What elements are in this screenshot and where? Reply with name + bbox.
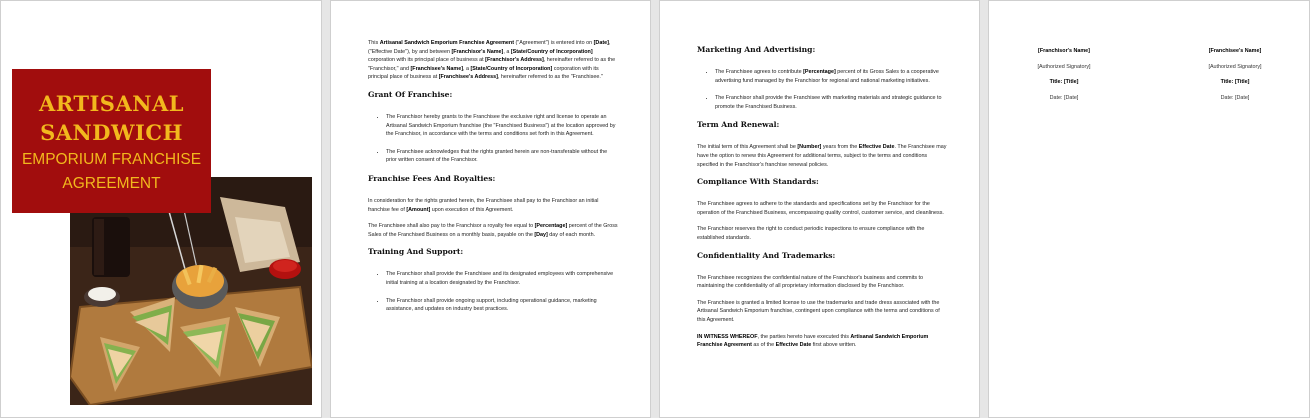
training-heading: Training And Support: — [368, 247, 464, 257]
franchisee-signature-block — [1180, 47, 1290, 109]
franchisee-name: [Franchisee's Name] — [1208, 48, 1262, 54]
page-3-content — [697, 41, 947, 358]
list-item: • The Franchisor shall provide ongoing support, including operational guidance, marketing assistance, and updates on industry best practices. — [386, 297, 618, 314]
cover-title-line1: ARTISANAL — [38, 91, 185, 116]
franchisor-title: Title: [Title] — [1049, 79, 1079, 85]
franchisor-signature-block — [1009, 47, 1119, 109]
franchisor-signatory: [Authorized Signatory] — [1037, 63, 1091, 70]
cover-page — [0, 0, 322, 418]
confidentiality-paragraph-2: The Franchisee is granted a limited license to use the trademarks and trade dress associated with the Artisanal Sandwich Emporium franchise, contingent upon compliance with the terms and conditions of this Agreement. — [697, 299, 940, 323]
signature-page — [988, 0, 1310, 418]
agreement-page-3 — [659, 0, 980, 418]
page-2-content — [368, 39, 618, 323]
agreement-page-2 — [330, 0, 651, 418]
franchisor-name: [Franchisor's Name] — [1038, 48, 1090, 54]
franchisee-title: Title: [Title] — [1220, 79, 1250, 85]
fees-paragraph-1: In consideration for the rights granted herein, the Franchisee shall pay to the Franchisor an initial franchise fee of [Amount] upon execution of this Agreement. — [368, 197, 599, 213]
marketing-list — [707, 68, 947, 111]
compliance-paragraph-1: The Franchisee agrees to adhere to the standards and specifications set by the Franchisor for the operation of the Franchised Business, encompassing quality control, customer service, and cleanliness. — [697, 201, 944, 216]
list-item: • The Franchisor shall provide the Franchisee and its designated employees with comprehensive initial training at a location designated by the Franchisor. — [386, 270, 618, 287]
term-heading: Term And Renewal: — [697, 120, 780, 130]
intro-paragraph: This Artisanal Sandwich Emporium Franchise Agreement ("Agreement") is entered into on [Date], ("Effective Date"), by and between [Franchisor's Name], a [State/Country of Incorporation] corporation with its principal place of business at [Franchisor's Address], hereinafter referred to as the "Franchisor," and [Franchisee's Name], a [State/Country of Incorporation] corporation with its principal place of business at [Franchisee's Address], hereinafter referred to as the "Franchisee." — [368, 40, 616, 81]
list-item: • The Franchisor hereby grants to the Franchisee the exclusive right and license to operate an Artisanal Sandwich Emporium franchise (the "Franchised Business") at the location approved by the Franchisor, in accordance with the terms and conditions set forth in this Agreement. — [386, 113, 618, 139]
grant-list — [378, 113, 618, 165]
term-paragraph: The initial term of this Agreement shall be [Number] years from the Effective Date. The Franchisee may have the option to renew this Agreement for additional terms, subject to the terms and conditions specified in the Franchisor's franchise renewal policies. — [697, 144, 947, 168]
witness-paragraph: IN WITNESS WHEREOF, the parties hereto have executed this Artisanal Sandwich Emporium Franchise Agreement as of the Effective Date first above written. — [697, 333, 929, 349]
cover-title-line2: SANDWICH — [40, 120, 183, 145]
list-item: • The Franchisee acknowledges that the rights granted herein are non-transferable without the prior written consent of the Franchisor. — [386, 148, 618, 165]
franchisor-date: Date: [Date] — [1049, 94, 1079, 101]
cover-title-box — [12, 69, 211, 213]
marketing-heading: Marketing And Advertising: — [697, 45, 816, 54]
franchisee-signatory: [Authorized Signatory] — [1208, 63, 1262, 70]
list-item: • The Franchisee agrees to contribute [Percentage] percent of its Gross Sales to a cooperative advertising fund managed by the Franchisor for regional and national marketing initiatives. — [715, 68, 947, 85]
franchisee-date: Date: [Date] — [1220, 94, 1250, 101]
fees-heading: Franchise Fees And Royalties: — [368, 173, 496, 183]
cover-subtitle-line1: EMPORIUM FRANCHISE — [21, 151, 202, 168]
confidentiality-paragraph-1: The Franchisee recognizes the confidential nature of the Franchisor's business and commits to maintaining the confidentiality of all proprietary information disclosed by the Franchisor. — [697, 274, 924, 290]
training-list — [378, 270, 618, 313]
cover-subtitle-line2: AGREEMENT — [62, 175, 161, 192]
list-item: • The Franchisor shall provide the Franchisee with marketing materials and strategic guidance to promote the Franchised Business. — [715, 94, 947, 111]
compliance-heading: Compliance With Standards: — [697, 177, 819, 187]
grant-heading: Grant Of Franchise: — [368, 89, 453, 99]
compliance-paragraph-2: The Franchisor reserves the right to conduct periodic inspections to ensure compliance with the established standards. — [697, 226, 925, 241]
confidentiality-heading: Confidentiality And Trademarks: — [697, 250, 836, 260]
fees-paragraph-2: The Franchisee shall also pay to the Franchisor a royalty fee equal to [Percentage] percent of the Gross Sales of the Franchised Business on a monthly basis, payable on the [Day] day of each month. — [368, 223, 618, 238]
